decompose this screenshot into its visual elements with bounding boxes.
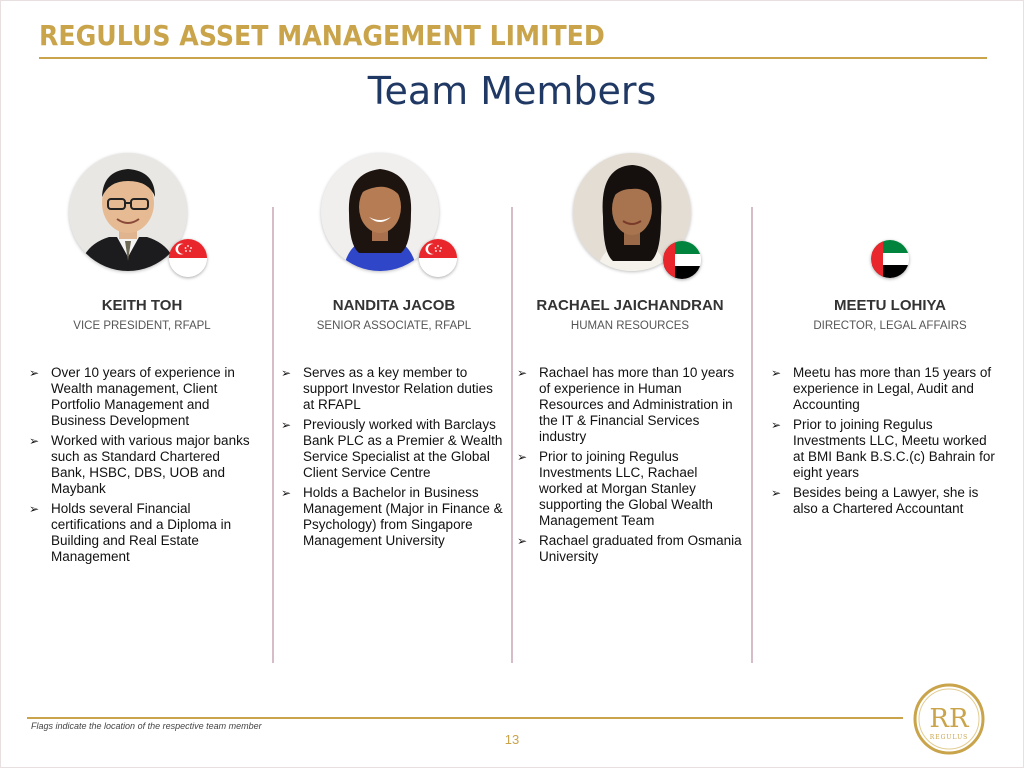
list-item: ➢ Rachael graduated from Osmania University (517, 533, 742, 564)
member-bullets (281, 365, 507, 553)
member-name: KEITH TOH (101, 297, 183, 314)
member-bullets (771, 365, 997, 521)
singapore-flag-icon (419, 239, 457, 277)
footnote: Flags indicate the location of the respective team member (31, 721, 262, 731)
list-item: ➢ Previously worked with Barclays Bank PLC as a Premier & Wealth Service Specialist at the Global Client Service Centre (281, 417, 503, 480)
uae-flag-icon (871, 240, 909, 278)
bullet-arrow-icon: ➢ (281, 366, 292, 380)
bullet-arrow-icon: ➢ (771, 366, 782, 380)
member-bullets (29, 365, 255, 569)
column-divider (272, 207, 274, 663)
bullet-arrow-icon: ➢ (29, 434, 40, 448)
bullet-arrow-icon: ➢ (281, 486, 292, 500)
bullet-arrow-icon: ➢ (517, 534, 528, 548)
member-name: RACHAEL JAICHANDRAN (536, 297, 724, 314)
column-divider (511, 207, 513, 663)
member-role: VICE PRESIDENT, RFAPL (73, 320, 211, 332)
list-item: ➢ Besides being a Lawyer, she is also a Chartered Accountant (771, 485, 979, 516)
member-role: HUMAN RESOURCES (570, 320, 690, 332)
header-rule (39, 57, 987, 59)
column-divider (751, 207, 753, 663)
logo-text: REGULUS (929, 734, 969, 741)
member-name: NANDITA JACOB (332, 297, 456, 314)
member-name: MEETU LOHIYA (834, 297, 946, 314)
list-item: ➢ Prior to joining Regulus Investments LLC, Rachael worked at Morgan Stanley supporting the Global Wealth Management Team (517, 449, 713, 528)
member-bullets (517, 365, 743, 569)
singapore-flag-icon (169, 239, 207, 277)
bullet-arrow-icon: ➢ (29, 366, 40, 380)
member-role: SENIOR ASSOCIATE, RFAPL (316, 320, 472, 332)
member-role: DIRECTOR, LEGAL AFFAIRS (813, 320, 967, 332)
footer-rule (27, 717, 903, 719)
bullet-arrow-icon: ➢ (281, 418, 292, 432)
uae-flag-icon (663, 241, 701, 279)
regulus-logo-icon (913, 683, 985, 755)
page-number: 13 (504, 732, 520, 747)
list-item: ➢ Meetu has more than 15 years of experience in Legal, Audit and Accounting (771, 365, 992, 412)
bullet-arrow-icon: ➢ (517, 450, 528, 464)
list-item: ➢ Over 10 years of experience in Wealth management, Client Portfolio Management and Business Development (29, 365, 235, 428)
bullet-arrow-icon: ➢ (771, 418, 782, 432)
list-item: ➢ Holds a Bachelor in Business Management (Major in Finance & Psychology) from Singapore Management University (281, 485, 503, 548)
bullet-arrow-icon: ➢ (771, 486, 782, 500)
page-title: Team Members (367, 69, 657, 113)
list-item: ➢ Serves as a key member to support Investor Relation duties at RFAPL (281, 365, 493, 412)
list-item: ➢ Worked with various major banks such as Standard Chartered Bank, HSBC, DBS, UOB and Maybank (29, 433, 250, 496)
list-item: ➢ Holds several Financial certifications and a Diploma in Building and Real Estate Management (29, 501, 232, 564)
list-item: ➢ Prior to joining Regulus Investments LLC, Meetu worked at BMI Bank B.S.C.(c) Bahrain for eight years (771, 417, 995, 480)
bullet-arrow-icon: ➢ (517, 366, 528, 380)
list-item: ➢ Rachael has more than 10 years of experience in Human Resources and Administration in the IT & Financial Services industry (517, 365, 735, 444)
logo-monogram: RR (929, 704, 969, 734)
bullet-arrow-icon: ➢ (29, 502, 40, 516)
company-name: REGULUS ASSET MANAGEMENT LIMITED (39, 19, 605, 52)
